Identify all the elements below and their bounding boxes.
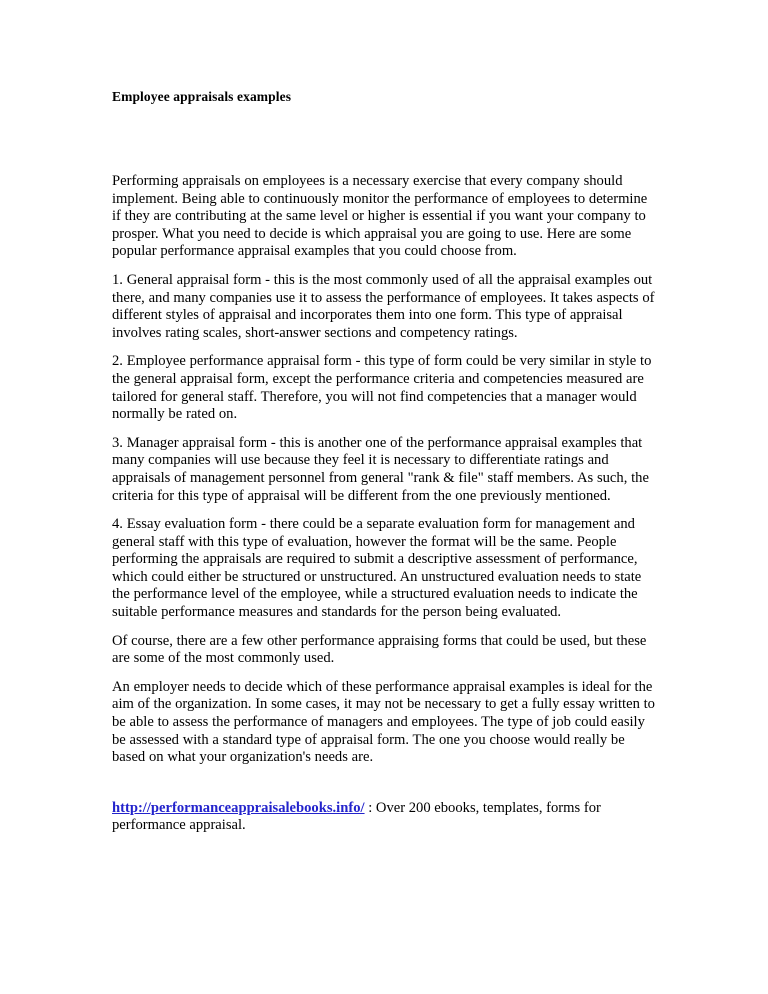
paragraph-essay-evaluation-form: 4. Essay evaluation form - there could be a separate evaluation form for management and general staff with this type of evaluation, however the format will be the same. People performing the appraisals are required to submit a descriptive assessment of performance, which could either be structured or unstructured. An unstructured evaluation needs to state the performance level of the employee, while a structured evaluation needs to indicate the suitable performance measures and standards for the person being evaluated. bbox=[112, 516, 642, 621]
footer-description: : Over 200 ebooks, templates, forms for performance appraisal. bbox=[112, 799, 601, 834]
paragraph-conclusion: An employer needs to decide which of these performance appraisal examples is ideal for the aim of the organization. In some cases, it may not be necessary to get a fully essay written to be able to assess the performance of managers and employees. The type of job could easily be assessed with a standard type of appraisal form. The one you choose would really be based on what your organization's needs are. bbox=[112, 678, 655, 766]
paragraph-manager-appraisal-form: 3. Manager appraisal form - this is another one of the performance appraisal examples that many companies will use because they feel it is necessary to differentiate ratings and appraisals of management personnel from general "rank & file" staff members. As such, the criteria for this type of appraisal will be different from the one previously mentioned. bbox=[112, 434, 649, 504]
paragraph-general-appraisal-form: 1. General appraisal form - this is the most commonly used of all the appraisal examples out there, and many companies use it to assess the performance of employees. It takes aspects of different styles of appraisal and incorporates them into one form. This type of appraisal involves rating scales, short-answer sections and competency ratings. bbox=[112, 271, 655, 341]
footer-line bbox=[112, 800, 658, 835]
paragraph-other-forms: Of course, there are a few other performance appraising forms that could be used, but these are some of the most commonly used. bbox=[112, 632, 647, 667]
title-spacer bbox=[112, 105, 658, 173]
document-body bbox=[112, 173, 658, 767]
paragraph-employee-performance-appraisal-form: 2. Employee performance appraisal form - this type of form could be very similar in style to the general appraisal form, except the performance criteria and competencies measured are tailored for general staff. Therefore, you will not find competencies that a manager would normally be rated on. bbox=[112, 353, 652, 423]
ebooks-website-link[interactable]: http://performanceappraisalebooks.info/ bbox=[112, 799, 365, 816]
paragraph-intro: Performing appraisals on employees is a necessary exercise that every company should implement. Being able to continuously monitor the performance of employees to determine if they are contributing at the same level or higher is essential if you want your company to prosper. What you need to decide is which appraisal you are going to use. Here are some popular performance appraisal examples that you could choose from. bbox=[112, 173, 648, 260]
footer-section bbox=[112, 800, 658, 835]
page-title: Employee appraisals examples bbox=[112, 89, 292, 104]
